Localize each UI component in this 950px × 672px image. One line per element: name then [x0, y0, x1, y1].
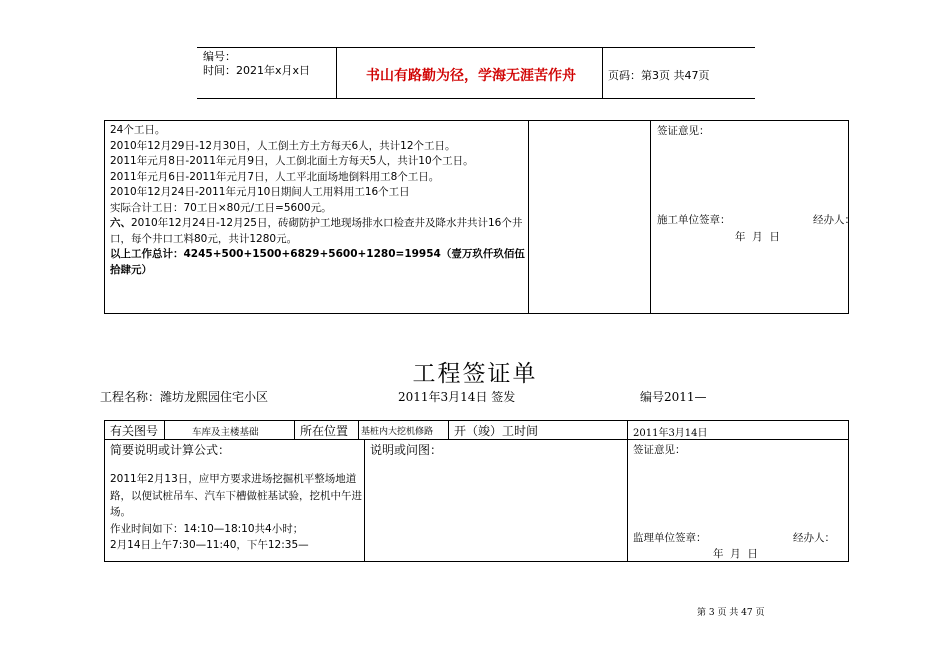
- location-label: 所在位置: [300, 424, 349, 438]
- header-number-label: 编号：: [203, 50, 236, 63]
- row-divider: [105, 439, 848, 440]
- continued-description: [110, 123, 525, 278]
- page-header: [197, 47, 755, 99]
- start-time-label: 开（竣）工时间: [454, 424, 539, 438]
- visa-table: [104, 420, 849, 562]
- location-value: 基桩内大挖机修路: [361, 427, 434, 437]
- desc-line: 2011年元月8日-2011年元月9日，人工倒北面土方每天5人，共计10个工日。: [110, 155, 474, 167]
- column-divider: [650, 121, 651, 313]
- visa-table-continued: [104, 120, 855, 314]
- header-divider: [336, 48, 337, 98]
- cell-divider: [294, 421, 295, 439]
- desc-line: 2011年元月6日-2011年元月7日，人工平北面场地倒料用工8个工日。: [110, 170, 440, 183]
- form-title: 工程签证单: [412, 361, 538, 387]
- header-left: [203, 50, 310, 78]
- brief-line: 2011年2月13日，应甲方要求进场挖掘机平整场地道路，以便试桩吊车、汽车下槽做桩基试验，挖机中午进场。: [110, 473, 362, 518]
- opinion-label-2: 签证意见：: [633, 444, 686, 456]
- page-footer: 第 3 页 共 47 页: [697, 608, 765, 618]
- brief-line: 作业时间如下：14:10—18:10共4小时；: [110, 522, 304, 535]
- header-time-label: 时间：2021年x月x日: [203, 64, 311, 77]
- desc-line: 24个工日。: [110, 124, 166, 136]
- construction-unit-sign: 施工单位签章：: [657, 214, 731, 226]
- header-motto: 书山有路勤为径，学海无涯苦作舟: [366, 68, 576, 84]
- work-total: 以上工作总计：4245+500+1500+6829+5600+1280=19954（壹万玖仟玖佰伍拾肆元）: [110, 248, 525, 276]
- desc-line: 2010年12月29日-12月30日，人工倒土方土方每天6人，共计12个工日。: [110, 139, 456, 152]
- date-blank: 年 月 日: [735, 231, 780, 243]
- handler-label: 经办人：: [813, 214, 855, 226]
- issue-date: 2011年3月14日 签发: [398, 390, 516, 404]
- brief-description: [110, 471, 365, 554]
- project-name: 工程名称：潍坊龙熙园住宅小区: [100, 390, 269, 404]
- item-six: [110, 216, 525, 247]
- header-page-label: 页码：第3页 共47页: [608, 69, 710, 82]
- explain-label: 说明或问图：: [370, 443, 443, 457]
- form-number: 编号2011—: [640, 390, 707, 404]
- date-blank-2: 年 月 日: [713, 548, 758, 560]
- desc-line: 2010年12月24日-2011年元月10日期间人工用料用工16个工日: [110, 186, 410, 198]
- drawing-number-label: 有关图号: [110, 424, 159, 438]
- cell-divider: [164, 421, 165, 439]
- start-time-value: 2011年3月14日: [633, 428, 708, 439]
- brief-line: 2月14日上午7:30—11:40，下午12:35—: [110, 539, 309, 551]
- handler-label-2: 经办人：: [793, 532, 835, 544]
- item-six-prefix: 六、: [110, 217, 131, 229]
- supervision-unit-sign: 监理单位签章：: [633, 532, 707, 544]
- opinion-label: 签证意见：: [657, 125, 710, 137]
- cell-divider: [448, 421, 449, 439]
- drawing-number-value: 车库及主楼基础: [192, 427, 259, 438]
- column-divider: [627, 421, 628, 561]
- brief-label: 简要说明或计算公式：: [110, 443, 231, 457]
- item-six-text: 2010年12月24日-12月25日，砖砌防护工地现场排水口检查井及降水井共计16个井口，每个井口工料80元，共计1280元。: [110, 217, 523, 245]
- desc-line: 实际合计工日：70工日×80元/工日=5600元。: [110, 201, 332, 214]
- column-divider: [528, 121, 529, 313]
- header-divider: [602, 48, 603, 98]
- cell-divider: [358, 421, 359, 439]
